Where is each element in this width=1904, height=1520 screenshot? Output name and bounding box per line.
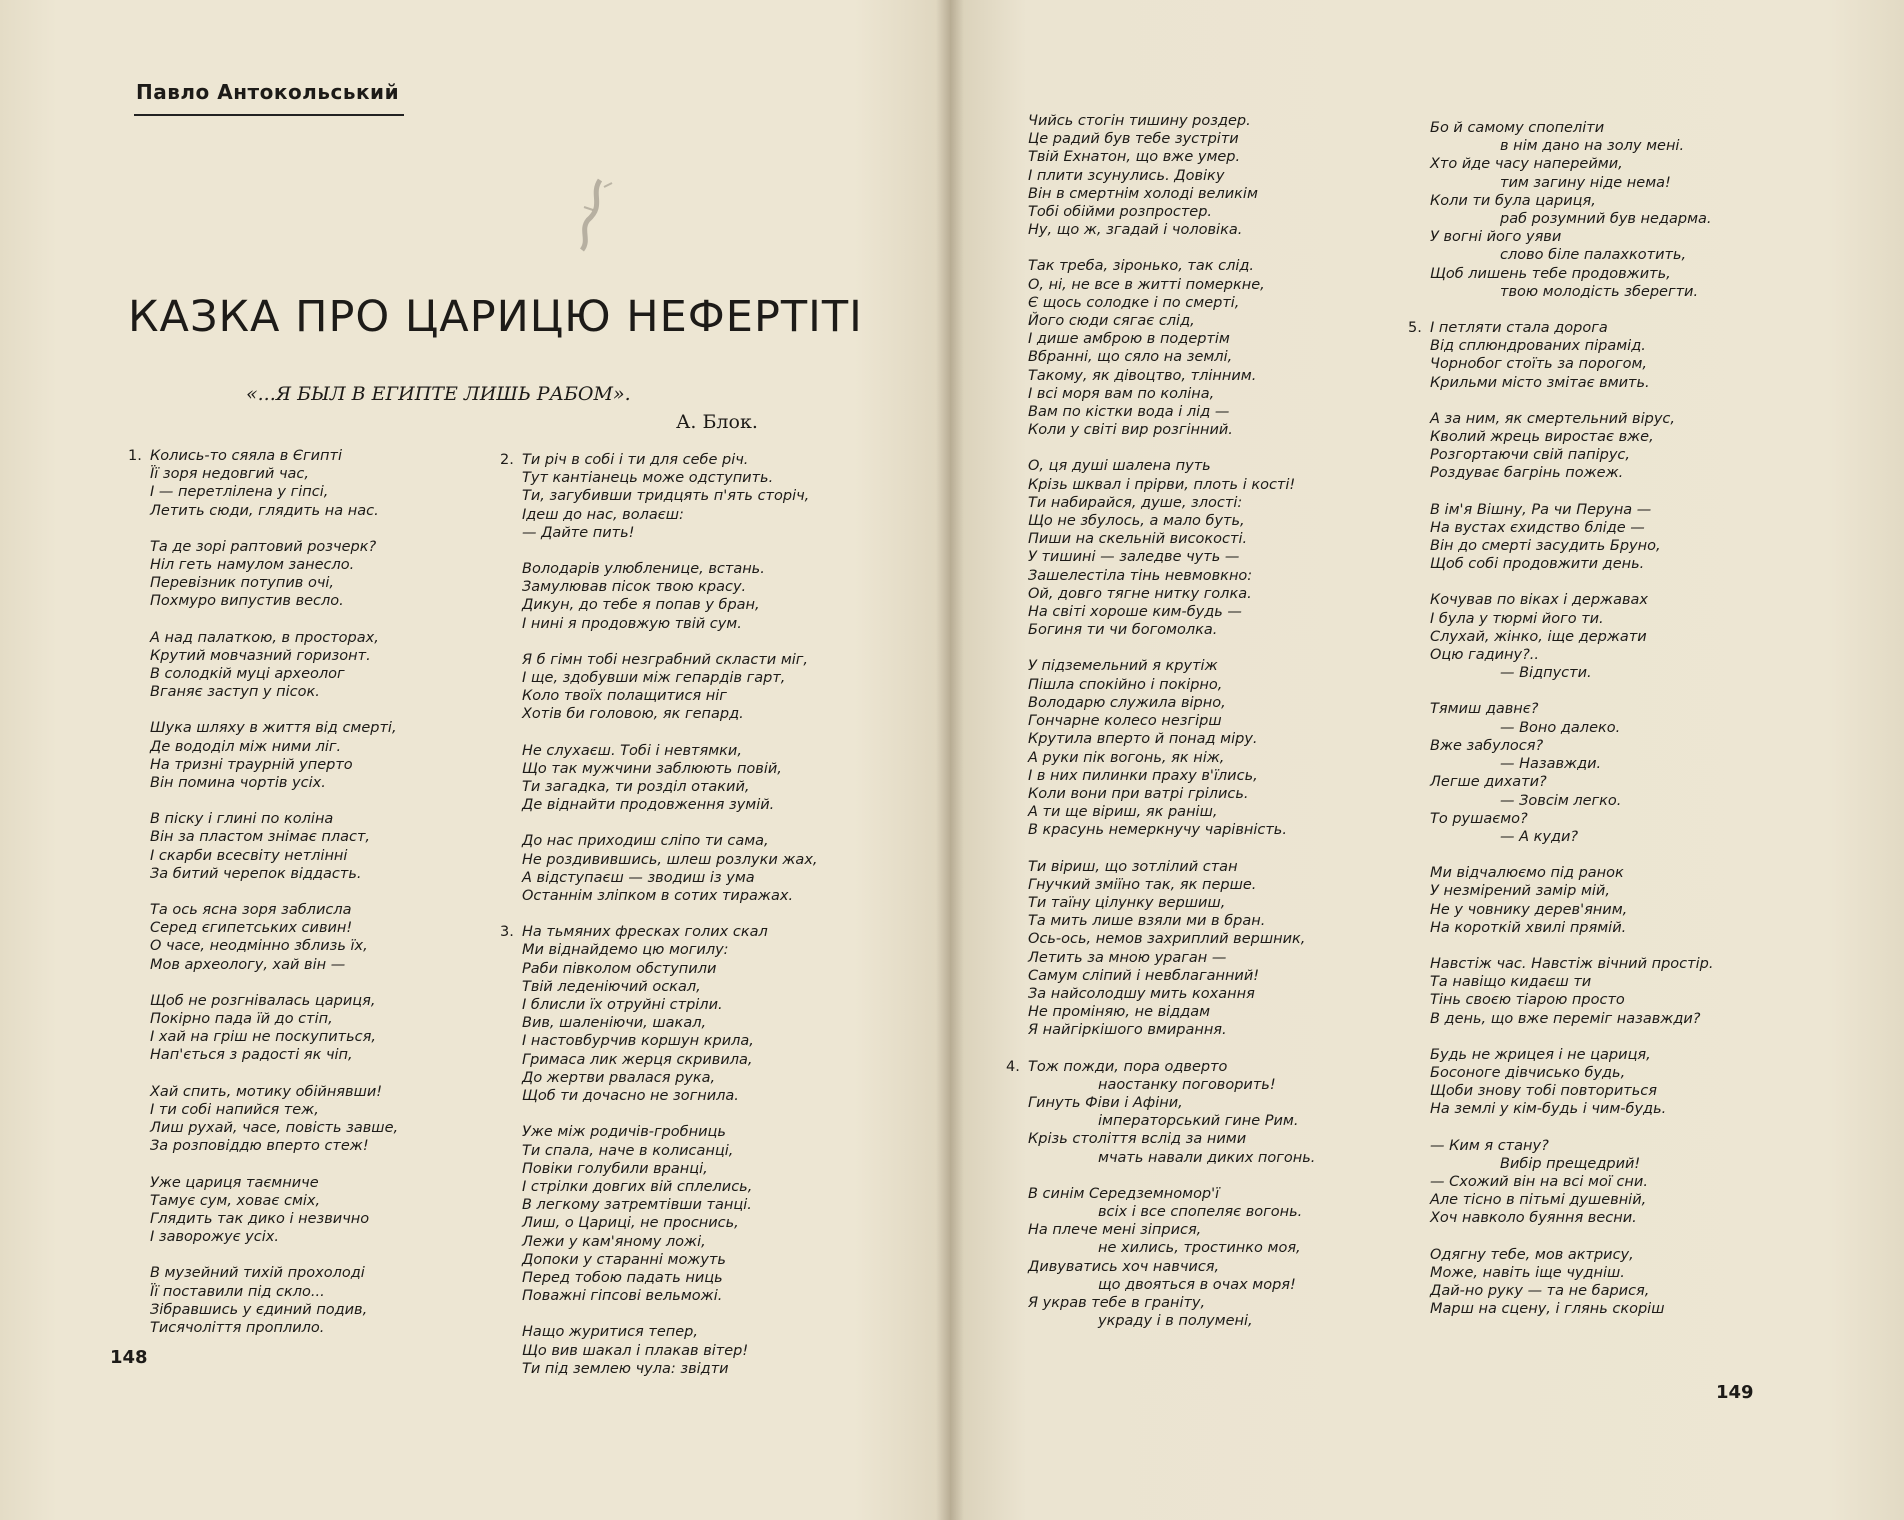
verse-line: Останнім зліпком в сотих тиражах. xyxy=(522,888,794,905)
verse-line: Покірно пада їй до стіп, xyxy=(150,1011,333,1028)
stanza xyxy=(150,538,398,611)
left-page xyxy=(0,0,950,1520)
epigraph-source: А. Блок. xyxy=(676,411,758,433)
stanza xyxy=(128,447,398,520)
verse-line: На землі у кім-будь і чим-будь. xyxy=(1430,1101,1667,1118)
verse-line: Її поставили під скло... xyxy=(150,1283,325,1300)
verse-line: Слухай, жінко, іще держати xyxy=(1430,628,1647,645)
verse-line: І була у тюрмі його ти. xyxy=(1430,610,1604,627)
verse-line: І — перетлілена у гіпсі, xyxy=(150,484,329,501)
poem-title: КАЗКА ПРО ЦАРИЦЮ НЕФЕРТІТІ xyxy=(128,292,863,342)
verse-line: І петляти стала дорога xyxy=(1430,320,1608,337)
verse-line: Крутий мовчазний горизонт. xyxy=(150,647,371,664)
verse-line: Колись-то сяяла в Єгипті xyxy=(150,448,342,464)
verse-line: Самум сліпий і невблаганний! xyxy=(1028,967,1260,984)
verse-line: І хай на гріш не поскупиться, xyxy=(150,1029,376,1046)
verse-line: Володарю служила вірно, xyxy=(1028,694,1226,711)
verse-line: Бо й самому спопеліти xyxy=(1430,120,1605,136)
verse-line: — Схожий він на всі мої сни. xyxy=(1430,1173,1648,1190)
verse-line: Такому, як дівоцтво, тлінним. xyxy=(1028,367,1257,384)
verse-line: Гинуть Фіви і Афіни, xyxy=(1028,1094,1183,1111)
page-number-left: 148 xyxy=(110,1347,148,1368)
verse-line: Кволий жрець виростає вже, xyxy=(1430,429,1654,446)
verse-line: Твій Ехнатон, що вже умер. xyxy=(1028,149,1241,166)
verse-line: Тінь своєю тіарою просто xyxy=(1430,992,1625,1009)
verse-line: І стрілки довгих вій сплелись, xyxy=(522,1178,753,1195)
verse-line: Крізь століття вслід за ними xyxy=(1028,1131,1247,1148)
stanza xyxy=(1430,119,1713,301)
verse-line: Він до смерті засудить Бруно, xyxy=(1430,538,1661,555)
verse-line: Легше дихати? xyxy=(1430,774,1547,791)
verse-line: Дай-но руку — та не барися, xyxy=(1430,1282,1650,1299)
verse-line: Шука шляху в життя від смерті, xyxy=(150,720,397,737)
verse-line: На тьмяних фресках голих скал xyxy=(522,924,768,941)
stanza xyxy=(1430,501,1713,574)
verse-line: Де віднайти продовження зумій. xyxy=(522,797,775,814)
verse-line: О, ні, не все в житті померкне, xyxy=(1028,276,1265,293)
verse-line: Це радий був тебе зустріти xyxy=(1028,131,1239,148)
verse-line: Хотів би головою, як гепард. xyxy=(522,706,744,723)
verse-line: В піску і глині по коліна xyxy=(150,811,334,828)
verse-line: І ти собі напийся теж, xyxy=(150,1101,319,1118)
verse-line: Так треба, зіронько, так слід. xyxy=(1028,258,1255,275)
verse-line: наостанку поговорить! xyxy=(1098,1076,1276,1093)
verse-line: Летить за мною ураган — xyxy=(1028,949,1227,966)
verse-line: не хились, тростинко моя, xyxy=(1098,1240,1301,1257)
verse-line: Гнучкий зміїно так, як перше. xyxy=(1028,876,1257,893)
verse-line: — Ким я стану? xyxy=(1430,1137,1549,1154)
stanza xyxy=(1430,1246,1713,1319)
stanza xyxy=(522,1323,818,1378)
verse-line: Крильми місто змітає вмить. xyxy=(1430,374,1650,391)
verse-line: За битий черепок віддасть. xyxy=(150,865,362,882)
verse-line: Ти загадка, ти розділ отакий, xyxy=(522,779,750,796)
verse-line: І в них пилинки праху в'їлись, xyxy=(1028,767,1258,784)
verse-line: Богиня ти чи богомолка. xyxy=(1028,622,1218,639)
right-page xyxy=(950,0,1904,1520)
verse-line: Не проміняю, не віддам xyxy=(1028,1004,1211,1021)
verse-line: Що так мужчини заблюють повій, xyxy=(522,760,782,777)
stanza xyxy=(1430,700,1713,846)
verse-line: Ми відчалюємо під ранок xyxy=(1430,865,1624,882)
verse-line: І всі моря вам по коліна, xyxy=(1028,385,1215,402)
verse-line: Чийсь стогін тишину роздер. xyxy=(1028,113,1251,129)
verse-line: Гримаса лик жерця скривила, xyxy=(522,1051,753,1068)
verse-line: Ідеш до нас, волаєш: xyxy=(522,506,684,523)
verse-line: Зібравшись у єдиний подив, xyxy=(150,1301,368,1318)
verse-line: Роздуває багрінь пожеж. xyxy=(1430,465,1624,482)
verse-line: Нап'ється з радості як чіп, xyxy=(150,1047,353,1064)
verse-line: В ім'я Вішну, Ра чи Перуна — xyxy=(1430,501,1652,518)
verse-line: — Зовсім легко. xyxy=(1500,792,1622,809)
verse-line: На вустах єхидство бліде — xyxy=(1430,519,1645,536)
stanza xyxy=(1028,1185,1315,1331)
verse-line: мчать навали диких погонь. xyxy=(1098,1149,1316,1166)
verse-line: Ти, загубивши тридцять п'ять сторіч, xyxy=(522,488,810,505)
verse-line: Хоч навколо буяння весни. xyxy=(1430,1210,1637,1227)
verse-line: Не слухаєш. Тобі і невтямки, xyxy=(522,742,742,759)
verse-line: Він помина чортів усіх. xyxy=(150,775,326,792)
stanza xyxy=(522,560,818,633)
page-number-right: 149 xyxy=(1716,1382,1754,1403)
verse-line: І плити зсунулись. Довіку xyxy=(1028,167,1225,184)
verse-line: Замулював пісок твою красу. xyxy=(522,579,747,596)
verse-line: В синім Середземномор'ї xyxy=(1028,1185,1220,1202)
stanza xyxy=(1430,864,1713,937)
verse-line: Уже між родичів-гробниць xyxy=(522,1124,726,1141)
verse-line: А відступаєш — зводиш із ума xyxy=(522,869,755,886)
stanza xyxy=(1430,1137,1713,1228)
verse-line: Але тісно в пітьмі душевній, xyxy=(1430,1192,1647,1209)
verse-line: Тобі обійми розпростер. xyxy=(1028,204,1213,221)
epigraph: «...Я БЫЛ В ЕГИПТЕ ЛИШЬ РАБОМ». xyxy=(246,383,631,405)
verse-line: Перевізник потупив очі, xyxy=(150,575,335,592)
verse-line: Крізь шквал і прірви, плоть і кості! xyxy=(1028,476,1296,493)
verse-line: А руки пік вогонь, як ніж, xyxy=(1028,749,1225,766)
verse-line: Коли у світі вир розгінний. xyxy=(1028,422,1233,439)
verse-line: Уже цариця таємниче xyxy=(150,1174,319,1191)
verse-line: Похмуро випустив весло. xyxy=(150,593,344,610)
verse-line: слово біле палахкотить, xyxy=(1500,247,1687,264)
verse-line: І скарби всесвіту нетлінні xyxy=(150,847,348,864)
verse-line: На тризні траурній уперто xyxy=(150,756,353,773)
stanza xyxy=(1430,591,1713,682)
verse-line: Одягну тебе, мов актрису, xyxy=(1430,1246,1634,1263)
verse-line: О, ця душі шалена путь xyxy=(1028,458,1211,475)
stanza xyxy=(1028,112,1315,239)
left-column-2 xyxy=(500,451,818,1396)
verse-line: імператорський гине Рим. xyxy=(1098,1113,1299,1130)
stanza xyxy=(1408,319,1713,392)
verse-line: В легкому затремтівши танці. xyxy=(522,1197,752,1214)
verse-line: До жертви рвалася рука, xyxy=(522,1069,716,1086)
verse-line: Вив, шаленіючи, шакал, xyxy=(522,1015,707,1032)
verse-line: В солодкій муці археолог xyxy=(150,666,345,683)
stanza xyxy=(150,629,398,702)
verse-line: Тисячоліття проплило. xyxy=(150,1319,325,1336)
verse-line: Від сплюндрованих пірамід. xyxy=(1430,338,1646,355)
verse-line: Раби півколом обступили xyxy=(522,960,717,977)
stanza xyxy=(1430,410,1713,483)
verse-line: Оцю гадину?.. xyxy=(1430,647,1540,664)
verse-line: Ти під землею чула: звідти xyxy=(522,1360,729,1377)
verse-line: Дивуватись хоч навчися, xyxy=(1028,1258,1220,1275)
verse-line: Та мить лише взяли ми в бран. xyxy=(1028,913,1266,930)
verse-line: А над палаткою, в просторах, xyxy=(150,629,379,646)
stanza xyxy=(150,810,398,883)
verse-line: Тямиш давнє? xyxy=(1430,701,1539,718)
verse-line: На плече мені зіприся, xyxy=(1028,1222,1202,1239)
ink-smudge xyxy=(560,175,620,255)
stanza xyxy=(150,1264,398,1337)
verse-line: в нім дано на золу мені. xyxy=(1500,138,1685,155)
verse-line: На короткій хвилі прямій. xyxy=(1430,919,1627,936)
verse-line: Ти таїну цілунку вершиш, xyxy=(1028,894,1226,911)
verse-line: Може, навіть іще чудніш. xyxy=(1430,1264,1625,1281)
verse-line: Ну, що ж, згадай і чоловіка. xyxy=(1028,222,1243,239)
verse-line: Його сюди сягає слід, xyxy=(1028,313,1195,330)
verse-line: Серед єгипетських сивин! xyxy=(150,920,353,937)
verse-line: Босоноге дівчисько будь, xyxy=(1430,1064,1626,1081)
verse-line: Тамує сум, ховає сміх, xyxy=(150,1192,321,1209)
verse-line: Нащо журитися тепер, xyxy=(522,1324,698,1341)
stanza xyxy=(1028,657,1315,839)
verse-line: На світі хороше ким-будь — xyxy=(1028,604,1242,621)
verse-line: — А куди? xyxy=(1500,828,1579,845)
verse-line: Марш на сцену, і глянь скоріш xyxy=(1430,1301,1665,1318)
verse-line: Коли ти була цариця, xyxy=(1430,192,1596,209)
verse-line: Лиш, о Цариці, не проснись, xyxy=(522,1215,739,1232)
verse-line: — Назавжди. xyxy=(1500,756,1602,773)
verse-line: І заворожує усіх. xyxy=(150,1229,279,1246)
verse-line: Допоки у старанні можуть xyxy=(522,1251,726,1268)
verse-line: тим загину ніде нема! xyxy=(1500,174,1671,191)
verse-line: В музейний тихій прохолоді xyxy=(150,1265,365,1282)
verse-line: Твій леденіючий оскал, xyxy=(522,978,701,995)
stanza xyxy=(1430,955,1713,1028)
verse-line: Кочував по віках і державах xyxy=(1430,592,1649,609)
stanza xyxy=(1028,257,1315,439)
verse-line: І нині я продовжую твій сум. xyxy=(522,615,742,632)
verse-line: Крутила вперто й понад міру. xyxy=(1028,731,1258,748)
verse-line: Будь не жрицея і не цариця, xyxy=(1430,1046,1651,1063)
verse-line: Ніл геть намулом занесло. xyxy=(150,557,355,574)
verse-line: Щоб лишень тебе продовжить, xyxy=(1430,265,1671,282)
verse-line: У тишині — заледве чуть — xyxy=(1028,549,1240,566)
verse-line: Хай спить, мотику обійнявши! xyxy=(150,1083,383,1100)
verse-line: І блисли їх отруйні стріли. xyxy=(522,997,723,1014)
verse-line: За розповіддю вперто стеж! xyxy=(150,1138,369,1155)
stanza xyxy=(1028,858,1315,1040)
verse-line: Вам по кістки вода і лід — xyxy=(1028,404,1230,421)
verse-line: Пиши на скельній високості. xyxy=(1028,531,1248,548)
verse-line: За найсолодшу мить кохання xyxy=(1028,985,1255,1002)
verse-line: всіх і все спопеляє вогонь. xyxy=(1098,1203,1303,1220)
verse-line: А ти ще віриш, як раніш, xyxy=(1028,804,1218,821)
verse-line: Де вододіл між ними ліг. xyxy=(150,738,342,755)
verse-line: Вбранні, що сяло на землі, xyxy=(1028,349,1233,366)
verse-line: Щоб не розгнівалась цариця, xyxy=(150,992,376,1009)
verse-line: Повіки голубили вранці, xyxy=(522,1160,708,1177)
verse-line: У незмірений замір мій, xyxy=(1430,883,1610,900)
verse-line: Він за пластом знімає пласт, xyxy=(150,829,371,846)
verse-line: Гончарне колесо незгірш xyxy=(1028,713,1222,730)
section-number: 1. xyxy=(128,448,142,464)
verse-line: Вже забулося? xyxy=(1430,737,1544,754)
section-number: 3. xyxy=(500,924,514,941)
verse-line: Не у човнику дерев'яним, xyxy=(1430,901,1628,918)
stanza xyxy=(500,923,818,1105)
stanza xyxy=(500,451,818,542)
verse-line: — Воно далеко. xyxy=(1500,719,1621,736)
verse-line: Вибір прещедрий! xyxy=(1500,1155,1641,1172)
stanza xyxy=(522,742,818,815)
verse-line: До нас приходиш сліпо ти сама, xyxy=(522,833,769,850)
verse-line: Я найгіркішого вмирання. xyxy=(1028,1022,1227,1039)
verse-line: Хто йде часу наперейми, xyxy=(1430,156,1623,173)
verse-line: Коло твоїх полащитися ніг xyxy=(522,688,727,705)
verse-line: В красунь немеркнучу чарівність. xyxy=(1028,822,1287,839)
verse-line: То рушаємо? xyxy=(1430,810,1528,827)
left-column-1 xyxy=(128,447,399,1355)
verse-line: — Дайте пить! xyxy=(522,524,635,541)
verse-line: Володарів улюбленице, встань. xyxy=(522,561,765,578)
verse-line: Та навіщо кидаєш ти xyxy=(1430,974,1592,991)
verse-line: Та ось ясна зоря заблисла xyxy=(150,902,352,919)
verse-line: І настовбурчив коршун крила, xyxy=(522,1033,754,1050)
verse-line: Її зоря недовгий час, xyxy=(150,466,309,483)
verse-line: Ти річ в собі і ти для себе річ. xyxy=(522,452,749,468)
stanza xyxy=(150,901,398,974)
verse-line: Пішла спокійно і покірно, xyxy=(1028,676,1223,693)
stanza xyxy=(150,719,398,792)
verse-line: О часе, неодмінно зблизь їх, xyxy=(150,938,368,955)
section-number: 5. xyxy=(1408,320,1422,337)
stanza xyxy=(1028,457,1315,639)
verse-line: Тут кантіанець може одступить. xyxy=(522,470,774,487)
verse-line: Та де зорі раптовий розчерк? xyxy=(150,538,377,555)
verse-line: украду і в полумені, xyxy=(1098,1313,1253,1330)
verse-line: Ось-ось, немов захриплий вершник, xyxy=(1028,931,1306,948)
stanza xyxy=(150,1083,398,1156)
verse-line: Коли вони при ватрі грілись. xyxy=(1028,785,1249,802)
verse-line: В день, що вже переміг назавжди? xyxy=(1430,1010,1701,1027)
verse-line: Ой, довго тягне нитку голка. xyxy=(1028,585,1252,602)
verse-line: Чорнобог стоїть за порогом, xyxy=(1430,356,1647,373)
author-underline xyxy=(134,114,404,116)
verse-line: Ти віриш, що зотлілий стан xyxy=(1028,858,1238,875)
verse-line: Щоб ти дочасно не зогнила. xyxy=(522,1088,739,1105)
verse-line: Лиш рухай, часе, повість завше, xyxy=(150,1120,399,1137)
verse-line: Ти набирайся, душе, злості: xyxy=(1028,494,1243,511)
verse-line: А за ним, як смертельний вірус, xyxy=(1430,410,1675,427)
verse-line: Мов археологу, хай він — xyxy=(150,956,346,973)
verse-line: І ще, здобувши між гепардів гарт, xyxy=(522,670,786,687)
verse-line: Що не збулось, а мало буть, xyxy=(1028,513,1245,530)
verse-line: Лежи у кам'яному ложі, xyxy=(522,1233,706,1250)
book-gutter xyxy=(936,0,964,1520)
stanza xyxy=(150,1174,398,1247)
verse-line: Навстіж час. Навстіж вічний простір. xyxy=(1430,955,1714,972)
verse-line: У вогні його уяви xyxy=(1430,229,1562,246)
verse-line: Вганяє заступ у пісок. xyxy=(150,684,320,701)
verse-line: Є щось солодке і по смерті, xyxy=(1028,294,1240,311)
verse-line: Перед тобою падать ниць xyxy=(522,1269,723,1286)
stanza xyxy=(522,832,818,905)
right-column-2 xyxy=(1408,119,1714,1336)
verse-line: Що вив шакал і плакав вітер! xyxy=(522,1342,749,1359)
verse-line: раб розумний був недарма. xyxy=(1500,211,1712,228)
verse-line: Він в смертнім холоді великім xyxy=(1028,185,1258,202)
stanza xyxy=(150,992,398,1065)
verse-line: Я б гімн тобі незграбний скласти міг, xyxy=(522,651,809,668)
stanza xyxy=(1006,1058,1316,1167)
stanza xyxy=(1430,1046,1713,1119)
verse-line: що двояться в очах моря! xyxy=(1098,1276,1296,1293)
right-column-1 xyxy=(1006,112,1316,1348)
verse-line: твою молодість зберегти. xyxy=(1500,283,1699,300)
verse-line: Дикун, до тебе я попав у бран, xyxy=(522,597,760,614)
author-name: Павло Антокольський xyxy=(136,80,400,104)
verse-line: Розгортаючи свій папірус, xyxy=(1430,447,1630,464)
stanza xyxy=(522,651,818,724)
verse-line: Ти спала, наче в колисанці, xyxy=(522,1142,734,1159)
section-number: 2. xyxy=(500,452,514,468)
verse-line: У підземельний я крутіж xyxy=(1028,658,1218,675)
verse-line: Щоби знову тобі повториться xyxy=(1430,1083,1657,1100)
verse-line: — Відпусти. xyxy=(1500,665,1592,682)
verse-line: Не роздивившись, шлеш розлуки жах, xyxy=(522,851,818,868)
verse-line: Поважні гіпсові вельможі. xyxy=(522,1288,723,1305)
section-number: 4. xyxy=(1006,1058,1020,1075)
stanza xyxy=(522,1123,818,1305)
verse-line: І дише амброю в подертім xyxy=(1028,331,1230,348)
verse-line: Зашелестіла тінь невмовкно: xyxy=(1028,567,1253,584)
verse-line: Ми віднайдемо цю могилу: xyxy=(522,942,729,959)
verse-line: Я украв тебе в граніту, xyxy=(1028,1294,1206,1311)
verse-line: Тож пожди, пора одверто xyxy=(1028,1058,1228,1075)
verse-line: Щоб собі продовжити день. xyxy=(1430,556,1645,573)
verse-line: Летить сюди, глядить на нас. xyxy=(150,502,379,519)
verse-line: Глядить так дико і незвично xyxy=(150,1210,370,1227)
